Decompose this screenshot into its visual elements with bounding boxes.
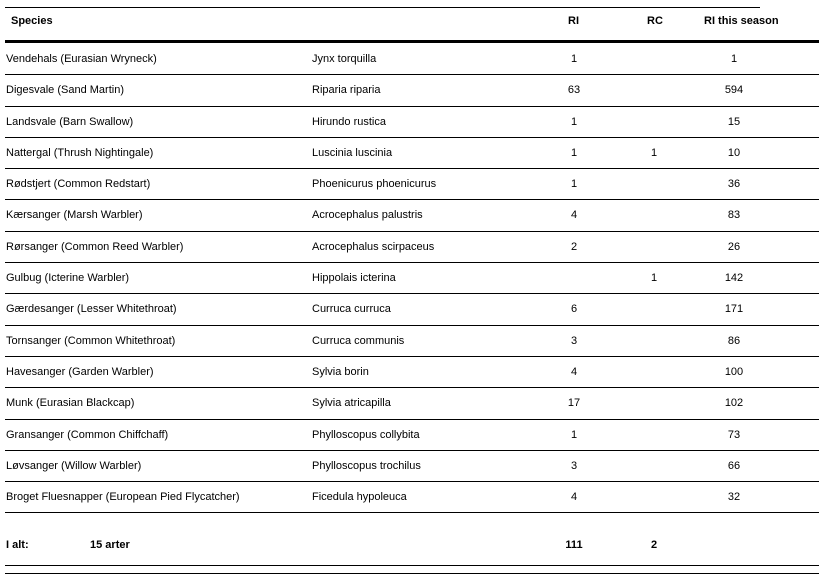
latin-name: Phoenicurus phoenicurus: [312, 178, 437, 191]
ri-count: 6: [570, 303, 578, 316]
table-row: [5, 263, 819, 294]
ri-season-count: 100: [724, 365, 744, 378]
species-name: Tornsanger (Common Whitethroat): [6, 334, 176, 347]
ri-season-count: 15: [727, 115, 741, 128]
table-row: [5, 200, 819, 231]
ri-season-count: 73: [727, 428, 741, 441]
table-row: [5, 451, 819, 482]
table-row: [5, 482, 819, 513]
latin-name: Sylvia atricapilla: [312, 397, 391, 410]
table-row: [5, 169, 819, 200]
ri-season-count: 83: [727, 209, 741, 222]
ri-count: 1: [570, 146, 578, 159]
ri-season-count: 32: [727, 491, 741, 504]
ri-count: 4: [570, 365, 578, 378]
rc-count: 1: [650, 146, 658, 159]
species-name: Gransanger (Common Chiffchaff): [6, 428, 169, 441]
species-name: Kærsanger (Marsh Warbler): [6, 209, 143, 222]
ri-season-count: 1: [730, 53, 738, 65]
ri-count: 63: [567, 84, 581, 97]
latin-name: Phylloscopus collybita: [312, 428, 420, 441]
ri-count: 3: [570, 459, 578, 472]
header-ri-this-season: RI this season: [704, 15, 779, 27]
ri-season-count: 102: [724, 397, 744, 410]
ri-season-count: 171: [724, 303, 744, 316]
table-row: [5, 420, 819, 451]
latin-name: Acrocephalus scirpaceus: [312, 240, 435, 253]
species-name: Havesanger (Garden Warbler): [6, 365, 154, 378]
ri-season-count: 594: [724, 84, 744, 97]
ri-count: 4: [570, 209, 578, 222]
header-species: Species: [11, 15, 53, 27]
species-name: Gulbug (Icterine Warbler): [6, 272, 130, 285]
table-row: [5, 107, 819, 138]
total-ri: 111: [565, 539, 583, 551]
header-ri: RI: [568, 15, 579, 27]
header-divider: [5, 40, 819, 43]
table-row: [5, 138, 819, 169]
latin-name: Jynx torquilla: [312, 53, 377, 65]
bottom-rule: [5, 565, 819, 566]
ri-count: 1: [570, 53, 578, 65]
table-row: [5, 326, 819, 357]
ri-count: 3: [570, 334, 578, 347]
table-row: [5, 232, 819, 263]
species-name: Landsvale (Barn Swallow): [6, 115, 134, 128]
top-rule: [5, 7, 760, 8]
ri-count: 17: [567, 397, 581, 410]
ri-count: 1: [570, 178, 578, 191]
rc-count: 1: [650, 272, 658, 285]
ri-count: 1: [570, 428, 578, 441]
latin-name: Acrocephalus palustris: [312, 209, 423, 222]
total-rc: 2: [650, 539, 658, 551]
header-rc: RC: [647, 15, 663, 27]
table-row: [5, 357, 819, 388]
table-row: [5, 388, 819, 419]
table-row: [5, 75, 819, 106]
latin-name: Hirundo rustica: [312, 115, 386, 128]
species-name: Digesvale (Sand Martin): [6, 84, 124, 97]
ri-season-count: 26: [727, 240, 741, 253]
latin-name: Ficedula hypoleuca: [312, 491, 407, 504]
ri-season-count: 66: [727, 459, 741, 472]
latin-name: Riparia riparia: [312, 84, 381, 97]
bottom-rule-2: [5, 573, 819, 574]
species-name: Rødstjert (Common Redstart): [6, 178, 151, 191]
ri-count: 4: [570, 491, 578, 504]
latin-name: Hippolais icterina: [312, 272, 396, 285]
latin-name: Luscinia luscinia: [312, 146, 393, 159]
ri-count: 1: [570, 115, 578, 128]
species-table: [5, 44, 819, 513]
species-name: Vendehals (Eurasian Wryneck): [6, 53, 157, 65]
ri-season-count: 142: [724, 272, 744, 285]
species-name: Løvsanger (Willow Warbler): [6, 459, 142, 472]
latin-name: Curruca communis: [312, 334, 405, 347]
ri-season-count: 86: [727, 334, 741, 347]
species-name: Munk (Eurasian Blackcap): [6, 397, 135, 410]
ri-season-count: 36: [727, 178, 741, 191]
species-name: Gærdesanger (Lesser Whitethroat): [6, 303, 177, 316]
latin-name: Sylvia borin: [312, 365, 369, 378]
total-label: I alt:: [6, 539, 29, 551]
total-species-count: 15 arter: [90, 539, 130, 551]
species-name: Rørsanger (Common Reed Warbler): [6, 240, 184, 253]
ri-season-count: 10: [727, 146, 741, 159]
ri-count: 2: [570, 240, 578, 253]
table-row: [5, 294, 819, 325]
species-name: Broget Fluesnapper (European Pied Flycatcher): [6, 491, 240, 504]
latin-name: Phylloscopus trochilus: [312, 459, 421, 472]
table-row: [5, 44, 819, 75]
species-name: Nattergal (Thrush Nightingale): [6, 146, 154, 159]
latin-name: Curruca curruca: [312, 303, 391, 316]
